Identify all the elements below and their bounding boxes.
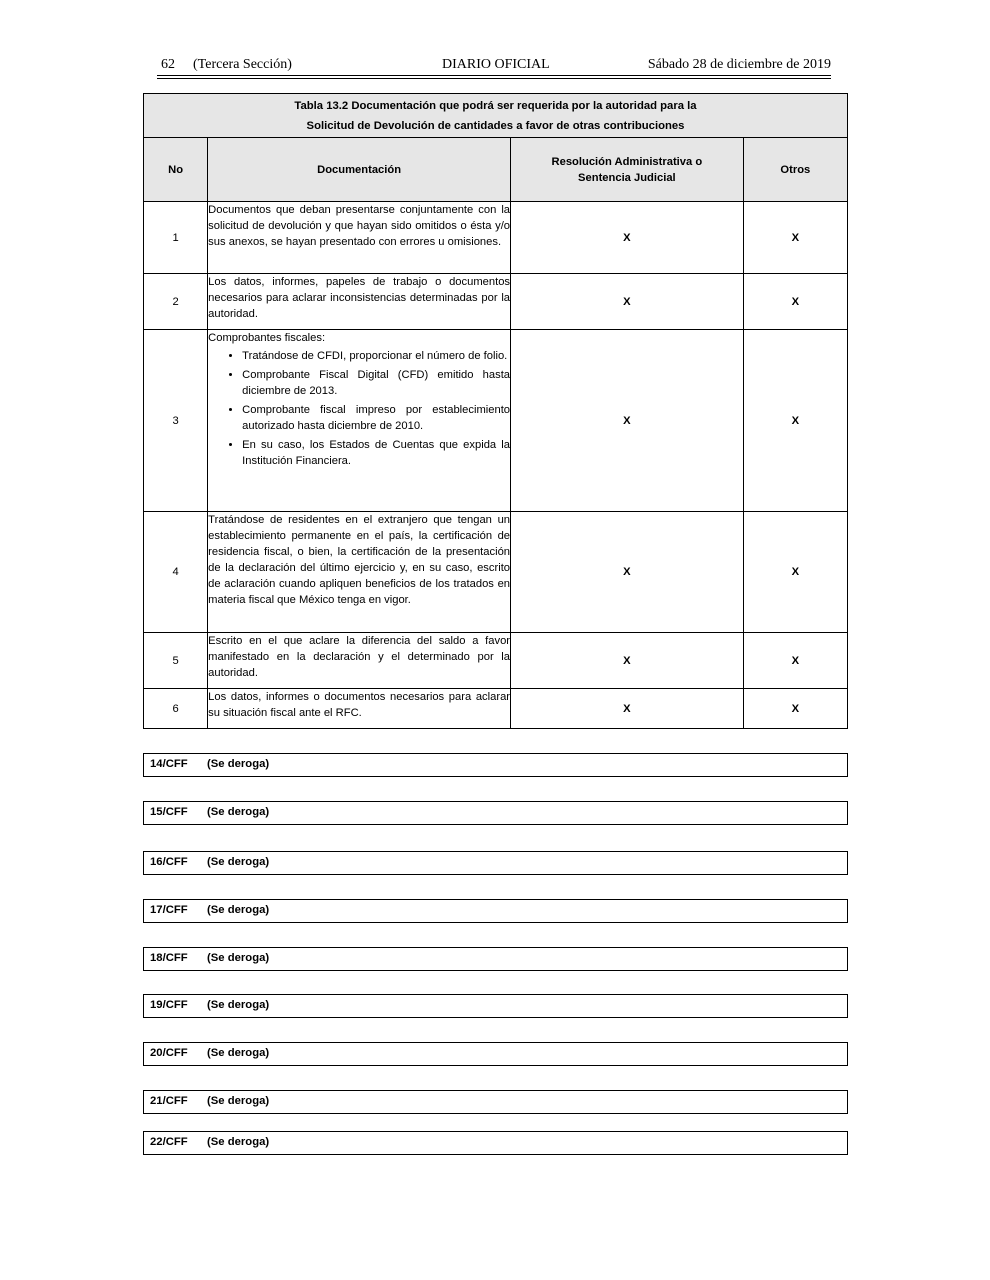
page-number: 62: [161, 57, 175, 72]
row-documentation: [208, 202, 511, 274]
rule-code: 14/CFF: [150, 758, 188, 770]
column-header-otros: Otros: [743, 138, 847, 202]
derogation-text: (Se deroga): [207, 1136, 270, 1148]
rule-code: 18/CFF: [150, 952, 188, 964]
derogation-text: (Se deroga): [207, 1047, 270, 1059]
documentation-text: Los datos, informes, papeles de trabajo o documentos necesarios para aclarar inconsistencias determinadas por la autoridad.: [208, 276, 511, 320]
row-otros-mark: X: [743, 512, 847, 633]
column-header-documentacion: Documentación: [208, 138, 511, 202]
row-documentation: [208, 274, 511, 330]
row-documentation: [208, 512, 511, 633]
documentation-text: Escrito en el que aclare la diferencia del saldo a favor manifestado en la declaración y el determinado por la autoridad.: [208, 635, 511, 679]
documentation-text: Comprobantes fiscales:: [208, 332, 326, 344]
row-number: 4: [144, 512, 208, 633]
table-caption-line2: Solicitud de Devolución de cantidades a favor de otras contribuciones: [306, 119, 685, 132]
derogation-box: [143, 1131, 848, 1155]
derogation-text: (Se deroga): [207, 856, 270, 868]
table-row: [144, 202, 848, 274]
row-documentation: [208, 330, 511, 512]
table-header-row: [144, 138, 848, 202]
table-caption: [144, 94, 848, 138]
rule-code: 15/CFF: [150, 806, 188, 818]
derogation-box: [143, 801, 848, 825]
row-number: 3: [144, 330, 208, 512]
row-number: 6: [144, 689, 208, 729]
row-otros-mark: X: [743, 633, 847, 689]
row-resolucion-mark: X: [511, 330, 744, 512]
row-otros-mark: X: [743, 689, 847, 729]
publication-date: Sábado 28 de diciembre de 2019: [647, 57, 831, 72]
documentation-bullet-list: [208, 348, 510, 469]
column-header-resolucion: [511, 138, 744, 202]
derogation-text: (Se deroga): [207, 758, 270, 770]
derogation-box: [143, 753, 848, 777]
derogation-box: [143, 994, 848, 1018]
derogation-text: (Se deroga): [207, 1095, 270, 1107]
rule-code: 21/CFF: [150, 1095, 188, 1107]
row-number: 1: [144, 202, 208, 274]
column-header-resolucion-text: Resolución Administrativa o Sentencia Judicial: [551, 155, 703, 184]
derogation-box: [143, 899, 848, 923]
documentation-table: [143, 93, 848, 729]
section-label: (Tercera Sección): [193, 57, 292, 72]
row-otros-mark: X: [743, 274, 847, 330]
derogation-box: [143, 1090, 848, 1114]
table-row: [144, 274, 848, 330]
derogation-text: (Se deroga): [207, 952, 270, 964]
row-resolucion-mark: X: [511, 512, 744, 633]
row-number: 2: [144, 274, 208, 330]
derogation-box: [143, 947, 848, 971]
table-row: [144, 633, 848, 689]
table-row: [144, 689, 848, 729]
row-otros-mark: X: [743, 202, 847, 274]
row-documentation: [208, 689, 511, 729]
rule-code: 19/CFF: [150, 999, 188, 1011]
row-resolucion-mark: X: [511, 689, 744, 729]
row-resolucion-mark: X: [511, 274, 744, 330]
row-resolucion-mark: X: [511, 202, 744, 274]
documentation-bullet-item: • Tratándose de CFDI, proporcionar el número de folio.: [242, 348, 510, 364]
derogation-box: [143, 851, 848, 875]
header-rule-bottom: [157, 78, 831, 79]
row-number: 5: [144, 633, 208, 689]
documentation-text: Documentos que deban presentarse conjuntamente con la solicitud de devolución y que hayan sido omitidos o ésta y/o sus anexos, se hayan presentado con errores u omisiones.: [208, 204, 511, 248]
rule-code: 20/CFF: [150, 1047, 188, 1059]
table-caption-line1: Tabla 13.2 Documentación que podrá ser requerida por la autoridad para la: [294, 99, 697, 112]
rule-code: 16/CFF: [150, 856, 188, 868]
publication-title: DIARIO OFICIAL: [442, 57, 550, 72]
documentation-bullet-item: • Comprobante fiscal impreso por establecimiento autorizado hasta diciembre de 2010.: [242, 402, 510, 434]
table-row: [144, 330, 848, 512]
page-header: [161, 57, 831, 77]
table-row: [144, 512, 848, 633]
documentation-text: Los datos, informes o documentos necesarios para aclarar su situación fiscal ante el RFC.: [208, 691, 511, 719]
row-documentation: [208, 633, 511, 689]
documentation-bullet-item: • En su caso, los Estados de Cuentas que expida la Institución Financiera.: [242, 437, 510, 469]
documentation-bullet-item: • Comprobante Fiscal Digital (CFD) emitido hasta diciembre de 2013.: [242, 367, 510, 399]
column-header-no: No: [144, 138, 208, 202]
derogation-text: (Se deroga): [207, 904, 270, 916]
row-otros-mark: X: [743, 330, 847, 512]
derogation-text: (Se deroga): [207, 999, 270, 1011]
rule-code: 22/CFF: [150, 1136, 188, 1148]
derogation-box: [143, 1042, 848, 1066]
row-resolucion-mark: X: [511, 633, 744, 689]
rule-code: 17/CFF: [150, 904, 188, 916]
header-rule-top: [157, 75, 831, 76]
documentation-text: Tratándose de residentes en el extranjero que tengan un establecimiento permanente en el país, la certificación de residencia fiscal, o bien, la certificación de la presentación de la declaración del último ejercicio y, en su caso, escrito de aclaración cuando apliquen beneficios de los tratados en materia fiscal que México tenga en vigor.: [208, 514, 511, 606]
derogation-text: (Se deroga): [207, 806, 270, 818]
